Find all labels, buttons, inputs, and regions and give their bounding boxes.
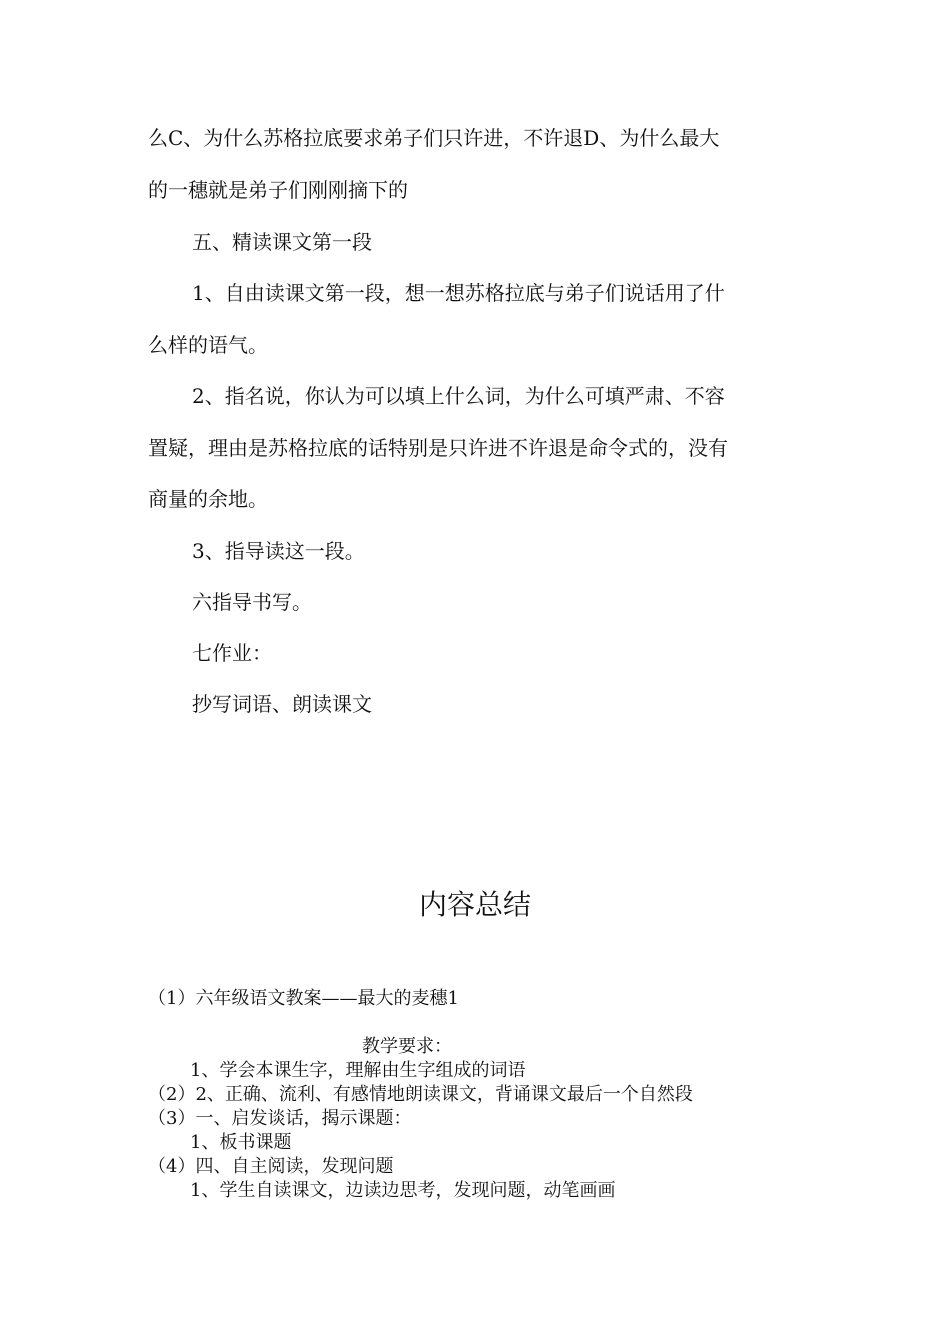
summary-line: （2）2、正确、流利、有感情地朗读课文，背诵课文最后一个自然段 bbox=[148, 1084, 693, 1105]
body-paragraph: 么C、为什么苏格拉底要求弟子们只许进，不许退D、为什么最大 bbox=[148, 126, 720, 150]
section-heading: 七作业： bbox=[192, 641, 272, 665]
summary-line: （3）一、启发谈话，揭示课题： bbox=[148, 1108, 412, 1129]
body-paragraph: 3、指导读这一段。 bbox=[192, 539, 365, 563]
body-paragraph: 2、指名说，你认为可以填上什么词，为什么可填严肃、不容 bbox=[192, 384, 725, 408]
body-paragraph: 1、自由读课文第一段，想一想苏格拉底与弟子们说话用了什 bbox=[192, 281, 725, 305]
section-heading: 五、精读课文第一段 bbox=[192, 230, 372, 254]
summary-line: （4）四、自主阅读，发现问题 bbox=[148, 1156, 394, 1177]
body-paragraph: 商量的余地。 bbox=[148, 487, 268, 511]
summary-line: 1、板书课题 bbox=[190, 1132, 292, 1153]
body-paragraph: 置疑，理由是苏格拉底的话特别是只许进不许退是命令式的，没有 bbox=[148, 436, 728, 460]
summary-title: 内容总结 bbox=[418, 888, 531, 921]
summary-line: 1、学生自读课文，边读边思考，发现问题，动笔画画 bbox=[190, 1180, 616, 1201]
summary-line: （1）六年级语文教案——最大的麦穗1 bbox=[148, 988, 459, 1009]
summary-line: 教学要求： bbox=[362, 1036, 452, 1057]
body-paragraph: 的一穗就是弟子们刚刚摘下的 bbox=[148, 178, 408, 202]
body-paragraph: 么样的语气。 bbox=[148, 333, 268, 357]
section-heading: 六指导书写。 bbox=[192, 590, 312, 614]
body-paragraph: 抄写词语、朗读课文 bbox=[192, 692, 372, 716]
summary-line: 1、学会本课生字，理解由生字组成的词语 bbox=[190, 1060, 526, 1081]
